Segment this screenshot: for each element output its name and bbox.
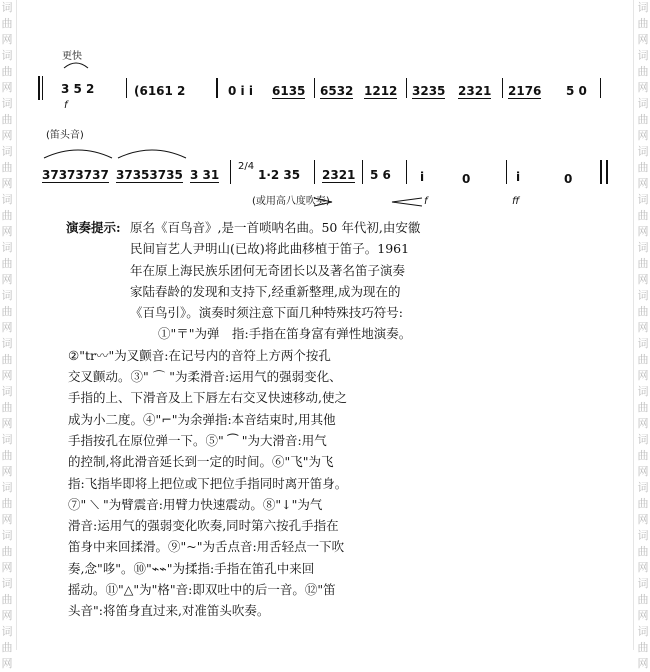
barline bbox=[502, 78, 503, 98]
watermark-left bbox=[0, 0, 14, 670]
watermark-char: 网 bbox=[1, 609, 13, 622]
repeat-bar-start bbox=[38, 76, 40, 100]
watermark-char: 词 bbox=[1, 385, 13, 398]
watermark-char: 词 bbox=[1, 97, 13, 110]
watermark-char: 网 bbox=[1, 465, 13, 478]
score-line2-seg1: 37373737 bbox=[42, 168, 109, 182]
watermark-char: 网 bbox=[1, 321, 13, 334]
watermark-char: 词 bbox=[1, 145, 13, 158]
margin-line-left bbox=[16, 0, 17, 650]
barline bbox=[406, 78, 407, 98]
watermark-char: 曲 bbox=[637, 353, 649, 366]
score-line2-seg2: 37353735 bbox=[116, 168, 183, 182]
tips-line: 奏,念"哆"。⑩"⌁⌁"为揉指:手指在笛孔中来回 bbox=[68, 560, 315, 576]
watermark-char: 词 bbox=[637, 577, 649, 590]
tempo-arrow bbox=[62, 58, 92, 70]
watermark-char: 曲 bbox=[637, 209, 649, 222]
tips-line: 民间盲艺人尹明山(已故)将此曲移植于笛子。1961 bbox=[130, 241, 410, 257]
watermark-char: 曲 bbox=[637, 497, 649, 510]
barline bbox=[600, 78, 601, 98]
watermark-char: 曲 bbox=[637, 305, 649, 318]
watermark-char: 词 bbox=[1, 49, 13, 62]
score-line1-seg10: 5 0 bbox=[566, 84, 587, 98]
watermark-char: 网 bbox=[1, 657, 13, 670]
watermark-char: 词 bbox=[1, 289, 13, 302]
slur-marks bbox=[40, 142, 240, 162]
watermark-char: 曲 bbox=[637, 257, 649, 270]
watermark-char: 曲 bbox=[637, 449, 649, 462]
watermark-char: 词 bbox=[637, 241, 649, 254]
score-line2-seg5: 2321 bbox=[322, 168, 356, 182]
watermark-char: 曲 bbox=[637, 65, 649, 78]
score-line1-seg1: 3 5 2 bbox=[61, 82, 95, 96]
score-line1-seg5: 6532 bbox=[320, 84, 354, 98]
watermark-char: 曲 bbox=[1, 353, 13, 366]
watermark-char: 曲 bbox=[1, 305, 13, 318]
octave-note: (或用高八度吹奏) bbox=[252, 196, 330, 207]
watermark-char: 曲 bbox=[1, 161, 13, 174]
watermark-char: 词 bbox=[637, 49, 649, 62]
barline bbox=[230, 160, 231, 184]
watermark-char: 曲 bbox=[1, 65, 13, 78]
watermark-char: 曲 bbox=[1, 497, 13, 510]
score-line2-seg4: 1·2 35 bbox=[258, 168, 301, 182]
dynamic-f: f bbox=[64, 100, 68, 111]
bamboo-label: (笛头音) bbox=[46, 130, 84, 141]
watermark-char: 网 bbox=[637, 609, 649, 622]
tips-line: ②"tr〰"为叉颤音:在记号内的音符上方两个按孔 bbox=[68, 347, 331, 363]
tips-line: ⑦" ⟍ "为臂震音:用臂力快速震动。⑧"↓"为气 bbox=[68, 496, 323, 512]
watermark-char: 词 bbox=[1, 241, 13, 254]
tips-line: 头音":将笛身直过来,对准笛头吹奏。 bbox=[68, 603, 270, 619]
watermark-char: 词 bbox=[637, 193, 649, 206]
watermark-char: 曲 bbox=[1, 113, 13, 126]
margin-line-right bbox=[633, 0, 634, 650]
watermark-char: 曲 bbox=[1, 545, 13, 558]
score-line1-seg6: 1212 bbox=[364, 84, 398, 98]
watermark-char: 网 bbox=[1, 225, 13, 238]
watermark-char: 曲 bbox=[637, 641, 649, 654]
watermark-char: 曲 bbox=[637, 401, 649, 414]
watermark-char: 网 bbox=[637, 465, 649, 478]
watermark-char: 曲 bbox=[1, 209, 13, 222]
watermark-char: 网 bbox=[637, 177, 649, 190]
score-line2-seg10: 0 bbox=[564, 172, 573, 186]
watermark-char: 网 bbox=[637, 225, 649, 238]
watermark-char: 词 bbox=[637, 289, 649, 302]
watermark-char: 词 bbox=[637, 337, 649, 350]
tempo-mark: 更快 bbox=[62, 51, 82, 62]
final-bar-thick bbox=[606, 160, 608, 184]
tips-line: ①"〒"为弹 指:手指在笛身富有弹性地演奏。 bbox=[158, 326, 412, 342]
watermark-char: 网 bbox=[637, 417, 649, 430]
tips-line: 家陆春龄的发现和支持下,经重新整理,成为现在的 bbox=[130, 283, 401, 299]
watermark-char: 曲 bbox=[637, 17, 649, 30]
watermark-char: 词 bbox=[1, 529, 13, 542]
barline bbox=[406, 160, 407, 184]
score-line2-seg3: 3 31 bbox=[190, 168, 220, 182]
time-signature: 2/4 bbox=[238, 161, 255, 172]
tips-line: 的控制,将此滑音延长到一定的时间。⑥"飞"为飞 bbox=[68, 454, 334, 470]
barline bbox=[506, 160, 507, 184]
score-line2-seg6: 5 6 bbox=[370, 168, 391, 182]
watermark-char: 网 bbox=[637, 33, 649, 46]
watermark-char: 词 bbox=[637, 145, 649, 158]
final-bar bbox=[600, 160, 602, 184]
watermark-char: 曲 bbox=[637, 161, 649, 174]
tips-line: 指:飞指毕即将上把位或下把位手指同时离开笛身。 bbox=[68, 475, 348, 491]
watermark-char: 网 bbox=[1, 33, 13, 46]
score-line2-seg9: i bbox=[516, 170, 521, 184]
watermark-char: 词 bbox=[1, 193, 13, 206]
dynamic-f2: f bbox=[424, 196, 428, 207]
watermark-char: 网 bbox=[637, 561, 649, 574]
watermark-char: 词 bbox=[637, 481, 649, 494]
watermark-char: 网 bbox=[1, 561, 13, 574]
watermark-char: 网 bbox=[637, 129, 649, 142]
score-line1-seg8: 2321 bbox=[458, 84, 492, 98]
watermark-char: 网 bbox=[1, 177, 13, 190]
watermark-char: 网 bbox=[637, 369, 649, 382]
watermark-char: 曲 bbox=[637, 593, 649, 606]
score-line2-seg8: 0 bbox=[462, 172, 471, 186]
watermark-char: 词 bbox=[637, 385, 649, 398]
dynamic-hairpins bbox=[312, 196, 452, 208]
watermark-char: 词 bbox=[1, 337, 13, 350]
watermark-char: 曲 bbox=[1, 257, 13, 270]
watermark-char: 词 bbox=[1, 1, 13, 14]
score-line1-seg2: (6161 2 bbox=[134, 84, 186, 98]
watermark-char: 网 bbox=[637, 273, 649, 286]
watermark-char: 词 bbox=[1, 625, 13, 638]
tips-line: 摇动。⑪"△"为"格"音:即双吐中的后一音。⑫"笛 bbox=[68, 582, 336, 598]
watermark-char: 网 bbox=[1, 513, 13, 526]
tips-label: 演奏提示: bbox=[66, 220, 121, 235]
watermark-char: 曲 bbox=[637, 113, 649, 126]
score-line2-seg7: i bbox=[420, 170, 425, 184]
watermark-char: 网 bbox=[1, 417, 13, 430]
tips-line: 手指的上、下滑音及上下唇左右交叉快速移动,使之 bbox=[68, 390, 347, 406]
watermark-char: 词 bbox=[637, 529, 649, 542]
watermark-char: 网 bbox=[1, 273, 13, 286]
watermark-char: 词 bbox=[637, 625, 649, 638]
score-line1-seg3: 0 i i bbox=[228, 84, 253, 98]
barline bbox=[314, 78, 315, 98]
barline bbox=[314, 160, 315, 184]
dynamic-ff: ff bbox=[512, 196, 520, 207]
repeat-bar-thin bbox=[42, 76, 43, 100]
watermark-char: 网 bbox=[637, 321, 649, 334]
watermark-char: 词 bbox=[1, 577, 13, 590]
tips-line: 成为小二度。④"⌐"为余弹指:本音结束时,用其他 bbox=[68, 411, 336, 427]
watermark-char: 曲 bbox=[1, 17, 13, 30]
tips-line: 滑音:运用气的强弱变化吹奏,同时第六按孔手指在 bbox=[68, 518, 339, 534]
watermark-char: 网 bbox=[637, 81, 649, 94]
watermark-char: 曲 bbox=[1, 401, 13, 414]
watermark-char: 网 bbox=[1, 81, 13, 94]
watermark-char: 网 bbox=[1, 369, 13, 382]
watermark-char: 曲 bbox=[1, 593, 13, 606]
watermark-char: 词 bbox=[637, 97, 649, 110]
watermark-char: 网 bbox=[637, 657, 649, 670]
score-line1-seg4: 6135 bbox=[272, 84, 306, 98]
watermark-char: 词 bbox=[1, 481, 13, 494]
watermark-char: 网 bbox=[1, 129, 13, 142]
barline bbox=[362, 160, 363, 184]
watermark-char: 曲 bbox=[1, 641, 13, 654]
watermark-char: 网 bbox=[637, 513, 649, 526]
tips-line: 年在原上海民族乐团何无奇团长以及著名笛子演奏 bbox=[130, 262, 406, 278]
watermark-char: 词 bbox=[637, 433, 649, 446]
watermark-char: 词 bbox=[1, 433, 13, 446]
tips-line: 《百鸟引》。演奏时须注意下面几种特殊技巧符号: bbox=[130, 305, 403, 321]
tips-line: 笛身中来回揉滑。⑨"~"为舌点音:用舌轻点一下吹 bbox=[68, 539, 345, 555]
watermark-right bbox=[636, 0, 650, 670]
tips-line: 手指按孔在原位弹一下。⑤" ⁀ "为大滑音:用气 bbox=[68, 432, 327, 448]
watermark-char: 曲 bbox=[637, 545, 649, 558]
barline bbox=[126, 78, 127, 98]
score-line1-seg9: 2176 bbox=[508, 84, 542, 98]
score-line1-seg7: 3235 bbox=[412, 84, 446, 98]
tips-line: 交叉颤动。③" ⌒ "为柔滑音:运用气的强弱变化、 bbox=[68, 369, 342, 385]
watermark-char: 曲 bbox=[1, 449, 13, 462]
tips-line: 原名《百鸟音》,是一首唢呐名曲。50 年代初,由安徽 bbox=[130, 220, 421, 235]
watermark-char: 词 bbox=[637, 1, 649, 14]
repeat-bar-end bbox=[216, 78, 218, 98]
